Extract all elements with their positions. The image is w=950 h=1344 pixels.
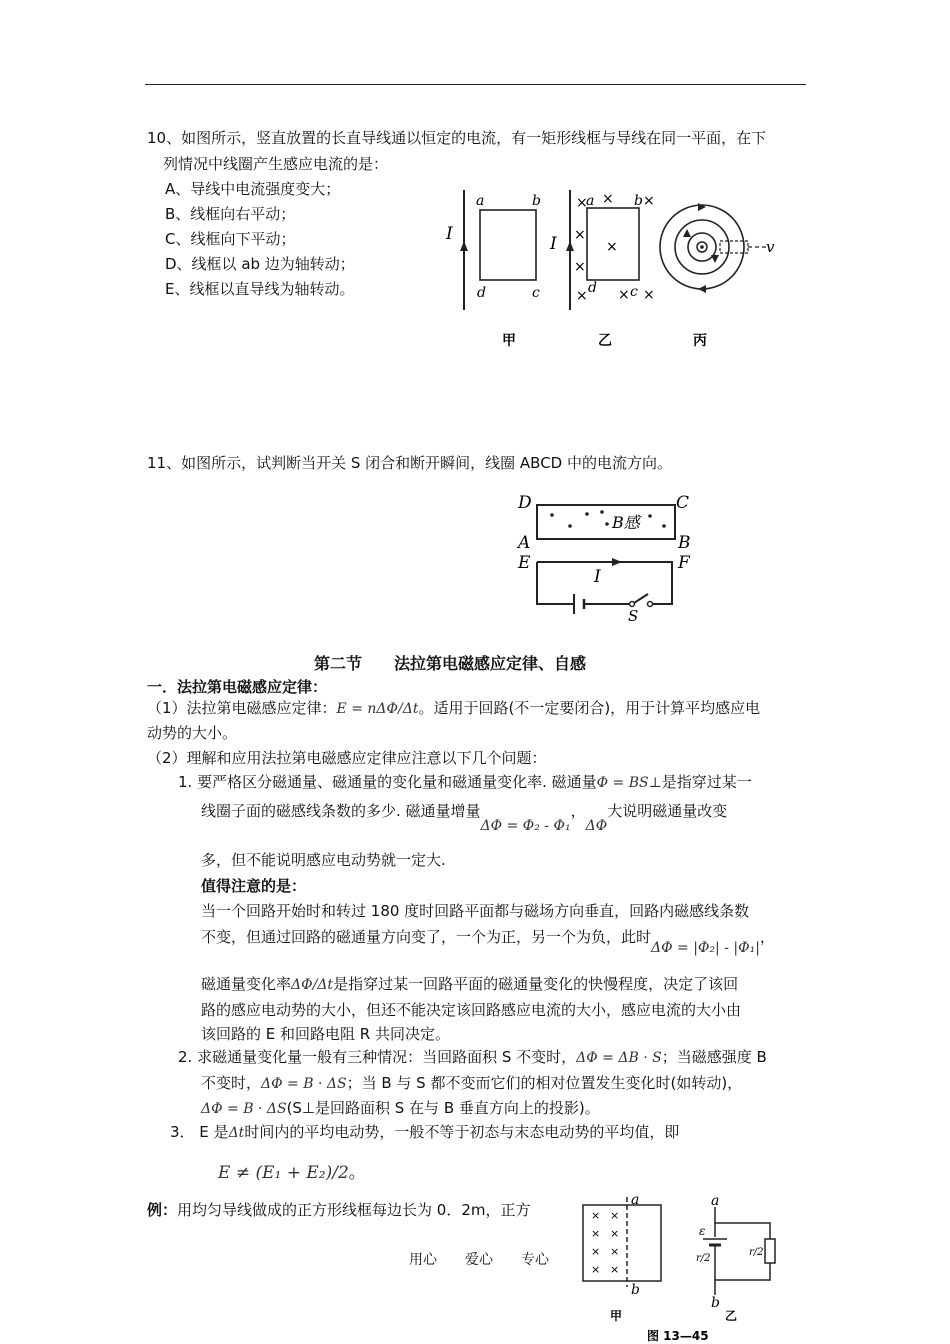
formula-flux-increment: ΔΦ = Φ₂ - Φ₁ — [480, 818, 571, 834]
note-line1: 当一个回路开始时和转过 180 度时回路平面都与磁场方向垂直，回路内磁感线条数 — [201, 902, 750, 920]
svg-text:×: × — [606, 239, 618, 255]
svg-text:×: × — [643, 193, 655, 209]
svg-text:乙: 乙 — [725, 1309, 738, 1323]
svg-text:c: c — [532, 285, 540, 301]
item2-line3: ΔΦ = B · ΔS(S⊥是回路面积 S 在与 B 垂直方向上的投影)。 — [201, 1099, 600, 1117]
svg-text:b: b — [711, 1295, 720, 1311]
svg-text:D: D — [518, 493, 532, 513]
note-line5: 该回路的 E 和回路电阻 R 共同决定。 — [201, 1025, 450, 1043]
caption-bing: 丙 — [693, 333, 707, 349]
figure-13-45-label: 图 13—45 — [647, 1329, 709, 1343]
q10-option-d: D、线框以 ab 边为轴转动； — [165, 255, 355, 273]
svg-text:d: d — [477, 285, 486, 301]
svg-text:×: × — [610, 1209, 620, 1222]
q10-line1: 10、如图所示，竖直放置的长直导线通以恒定的电流，有一矩形线框与导线在同一平面，在下 — [147, 129, 767, 147]
formula-case1: ΔΦ = ΔB · S — [576, 1050, 662, 1066]
svg-text:r/2: r/2 — [749, 1247, 764, 1258]
svg-text:d: d — [588, 280, 597, 296]
svg-text:B: B — [678, 533, 691, 553]
svg-text:C: C — [676, 493, 690, 513]
svg-text:×: × — [574, 259, 586, 275]
svg-text:b: b — [532, 193, 541, 209]
q11-figure — [512, 488, 712, 623]
header-rule — [145, 84, 806, 85]
svg-text:a: a — [711, 1195, 720, 1209]
caption-yi: 乙 — [598, 333, 612, 349]
svg-text:×: × — [602, 191, 614, 207]
svg-text:a: a — [476, 193, 485, 209]
item1-line2: 线圈子面的磁感线条数的多少. 磁通量增量ΔΦ = Φ₂ - Φ₁，ΔΦ大说明磁通量改变 — [201, 802, 728, 834]
p1-line1: （1）法拉第电磁感应定律：E = nΔΦ/Δt。适用于回路(不一定要闭合)，用于计算平均感应电 — [147, 699, 761, 717]
formula-abs-flux: ΔΦ = |Φ₂| - |Φ₁| — [651, 940, 760, 956]
caption-jia: 甲 — [502, 333, 516, 349]
item1-line1: 1. 要严格区分磁通量、磁通量的变化量和磁通量变化率. 磁通量Φ = BS⊥是指穿过某一 — [178, 773, 752, 791]
current-label: I — [446, 224, 453, 244]
item2-line2: 不变时，ΔΦ = B · ΔS；当 B 与 S 都不变而它们的相对位置发生变化时(如转动)， — [201, 1074, 743, 1092]
figure-13-45-jia — [583, 1195, 661, 1323]
svg-text:×: × — [576, 195, 588, 211]
item3-formula: E ≠ (E₁ + E₂)/2。 — [218, 1163, 366, 1183]
example-line: 例：用均匀导线做成的正方形线框每边长为 0．2m，正方 — [147, 1201, 531, 1219]
svg-text:×: × — [591, 1209, 601, 1222]
svg-text:c: c — [630, 284, 638, 300]
formula-case2: ΔΦ = B · ΔS — [261, 1076, 347, 1092]
svg-text:A: A — [518, 533, 531, 553]
figure-jia — [445, 190, 541, 349]
velocity-label: v — [766, 238, 775, 256]
q10-option-b: B、线框向右平动； — [165, 205, 296, 223]
figure-13-45-yi — [696, 1195, 775, 1323]
svg-text:F: F — [678, 553, 690, 573]
p2: （2）理解和应用法拉第电磁感应定律应注意以下几个问题： — [147, 749, 547, 767]
page-footer: 用心 爱心 专心 — [409, 1252, 549, 1268]
formula-flux-rate: ΔΦ/Δt — [291, 977, 334, 993]
svg-text:a: a — [631, 1195, 640, 1208]
formula-flux: Φ = BS⊥ — [596, 775, 662, 791]
q10-line2: 列情况中线圈产生感应电流的是： — [163, 155, 389, 173]
figure-yi — [549, 190, 655, 349]
formula-average-emf: E ≠ (E₁ + E₂)/2 — [218, 1163, 349, 1183]
note-line2: 不变，但通过回路的磁通量方向变了，一个为正，另一个为负，此时ΔΦ = |Φ₂| - |Φ₁|， — [201, 928, 775, 956]
formula-case3: ΔΦ = B · ΔS — [201, 1101, 287, 1117]
svg-text:×: × — [643, 287, 655, 303]
p1-line2: 动势的大小。 — [147, 724, 238, 742]
svg-text:×: × — [591, 1263, 601, 1276]
svg-text:×: × — [610, 1263, 620, 1276]
figure-bing — [660, 203, 775, 349]
figure-13-45 — [575, 1195, 790, 1344]
svg-text:甲: 甲 — [610, 1309, 623, 1323]
svg-text:r/2: r/2 — [696, 1253, 711, 1264]
svg-text:I: I — [550, 234, 557, 254]
svg-text:×: × — [610, 1227, 620, 1240]
svg-text:×: × — [576, 288, 588, 304]
svg-text:×: × — [610, 1245, 620, 1258]
formula-faraday: E = nΔΦ/Δt — [336, 701, 419, 717]
svg-text:I: I — [594, 567, 601, 587]
svg-text:×: × — [591, 1245, 601, 1258]
item1-line3: 多，但不能说明感应电动势就一定大. — [201, 851, 446, 869]
field-label: B感 — [612, 513, 640, 532]
section-title: 第二节 法拉第电磁感应定律、自感 — [314, 654, 587, 673]
svg-text:×: × — [591, 1227, 601, 1240]
svg-text:ε: ε — [699, 1224, 706, 1238]
svg-text:×: × — [618, 287, 630, 303]
note-line4: 路的感应电动势的大小，但还不能决定该回路感应电流的大小，感应电流的大小由 — [201, 1001, 742, 1019]
example-label: 例： — [147, 1201, 178, 1219]
svg-text:b: b — [631, 1282, 640, 1298]
q10-option-c: C、线框向下平动； — [165, 230, 296, 248]
svg-text:S: S — [628, 607, 639, 623]
svg-text:E: E — [518, 553, 531, 573]
svg-text:×: × — [574, 227, 586, 243]
heading-faraday: 一．法拉第电磁感应定律： — [147, 678, 328, 696]
note-title: 值得注意的是： — [201, 877, 307, 895]
q10-option-e: E、线框以直导线为轴转动。 — [165, 280, 355, 298]
q10-option-a: A、导线中电流强度变大； — [165, 180, 341, 198]
item3-line1: 3． E 是Δt时间内的平均电动势，一般不等于初态与末态电动势的平均值，即 — [170, 1123, 680, 1141]
note-line3: 磁通量变化率ΔΦ/Δt是指穿过某一回路平面的磁通量变化的快慢程度，决定了该回 — [201, 975, 739, 993]
q10-figure — [430, 185, 800, 355]
q11-text: 11、如图所示，试判断当开关 S 闭合和断开瞬间，线圈 ABCD 中的电流方向。 — [147, 454, 672, 472]
svg-text:a: a — [586, 193, 595, 209]
item2-line1: 2. 求磁通量变化量一般有三种情况：当回路面积 S 不变时，ΔΦ = ΔB · S；当磁感强度 B — [178, 1048, 767, 1066]
svg-text:b: b — [634, 193, 643, 209]
